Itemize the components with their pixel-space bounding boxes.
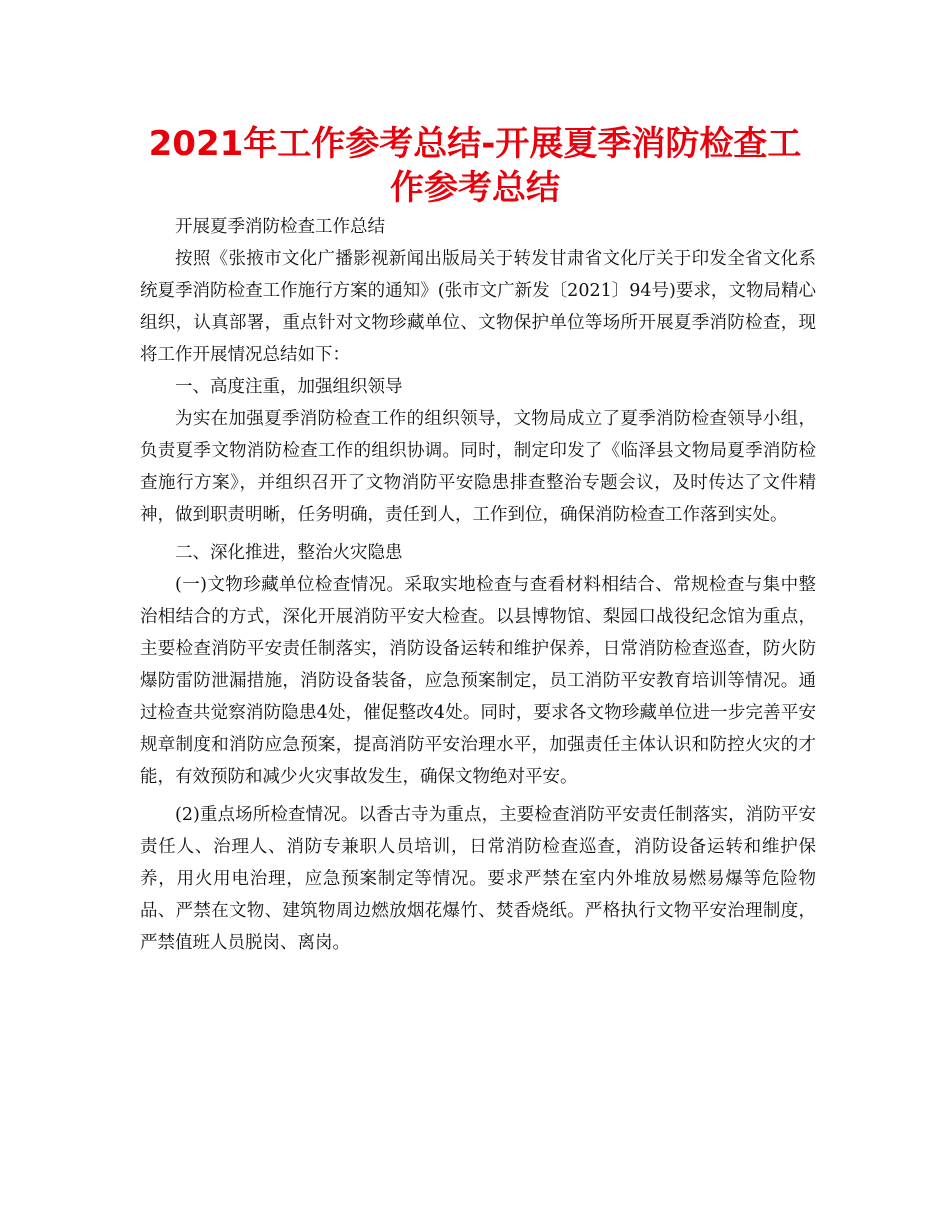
section-1-paragraph: 为实在加强夏季消防检查工作的组织领导，文物局成立了夏季消防检查领导小组，负责夏季文物消防检查工作的组织协调。同时，制定印发了《临泽县文物局夏季消防检查施行方案》，并组织召开了文物消防平安隐患排查整治专题会议，及时传达了文件精神，做到职责明晰，任务明确，责任到人，工作到位，确保消防检查工作落到实处。: [140, 409, 816, 525]
section-heading-1: 一、高度注重，加强组织领导: [175, 377, 403, 397]
intro-paragraph: 按照《张掖市文化广播影视新闻出版局关于转发甘肃省文化厅关于印发全省文化系统夏季消防检查工作施行方案的通知》(张市文广新发〔2021〕94号)要求，文物局精心组织，认真部署，重点针对文物珍藏单位、文物保护单位等场所开展夏季消防检查，现将工作开展情况总结如下：: [140, 249, 816, 365]
section-2-item-2: (2)重点场所检查情况。以香古寺为重点，主要检查消防平安责任制落实，消防平安责任人、治理人、消防专兼职人员培训，日常消防检查巡查，消防设备运转和维护保养，用火用电治理，应急预案制定等情况。要求严禁在室内外堆放易燃易爆等危险物品、严禁在文物、建筑物周边燃放烟花爆竹、焚香烧纸。严格执行文物平安治理制度，严禁值班人员脱岗、离岗。: [140, 805, 816, 953]
document-subtitle: 开展夏季消防检查工作总结: [175, 217, 385, 237]
document-title: 2021年工作参考总结-开展夏季消防检查工作参考总结: [148, 124, 802, 208]
section-2-item-1: (一)文物珍藏单位检查情况。采取实地检查与查看材料相结合、常规检查与集中整治相结合的方式，深化开展消防平安大检查。以县博物馆、梨园口战役纪念馆为重点，主要检查消防平安责任制落实，消防设备运转和维护保养，日常消防检查巡查，防火防爆防雷防泄漏措施，消防设备装备，应急预案制定，员工消防平安教育培训等情况。通过检查共觉察消防隐患4处，催促整改4处。同时，要求各文物珍藏单位进一步完善平安规章制度和消防应急预案，提高消防平安治理水平，加强责任主体认识和防控火灾的才能，有效预防和减少火灾事故发生，确保文物绝对平安。: [140, 575, 816, 787]
document-body: [140, 211, 816, 959]
section-heading-2: 二、深化推进，整治火灾隐患: [175, 543, 403, 563]
